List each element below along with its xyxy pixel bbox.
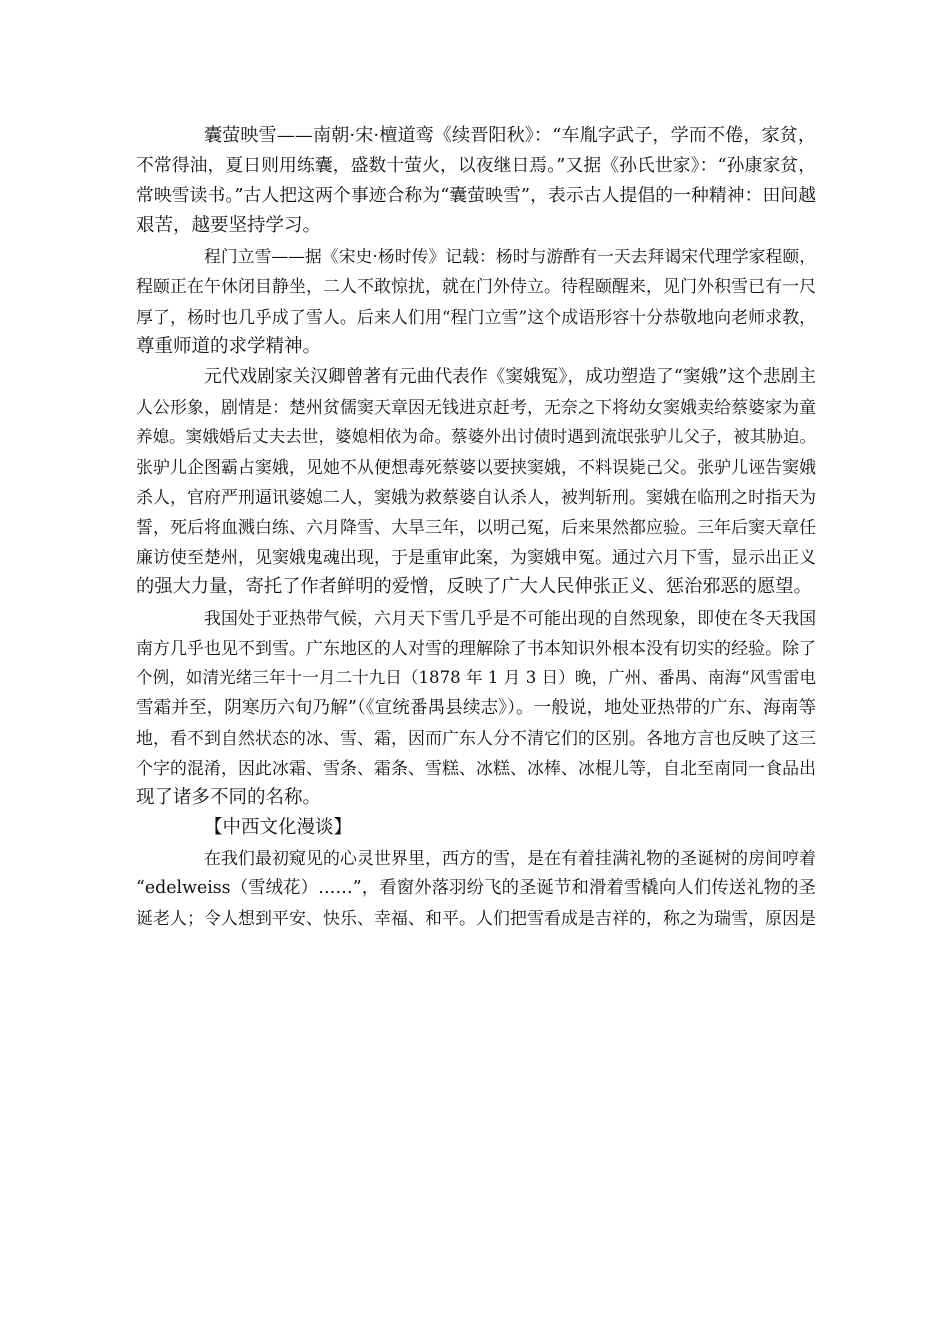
text-line: “edelweiss（雪绒花）……”，看窗外落羽纷飞的圣诞节和滑着雪橇向人们传送礼物的圣: [136, 878, 816, 899]
section-heading-culture-talk: [136, 813, 816, 843]
text-line: 艰苦，越要坚持学习。: [136, 215, 322, 237]
text-line: 诞老人；令人想到平安、快乐、幸福、和平。人们把雪看成是吉祥的，称之为瑞雪，原因是: [136, 908, 816, 929]
text-line: 程门立雪——据《宋史·杨时传》记载：杨时与游酢有一天去拜谒宋代理学家程颐，: [204, 246, 816, 267]
paragraph-nangying-yingxue: [136, 121, 816, 241]
text-line: 我国处于亚热带气候，六月天下雪几乎是不可能出现的自然现象，即使在冬天我国: [204, 607, 816, 628]
text-line: 雪霜并至，阴寒历六旬乃解”（《宣统番禺县续志》）。一般说，地处亚热带的广东、海南等: [136, 697, 816, 718]
text-line: 杀人，官府严刑逼讯婆媳二人，窦娥为救蔡婆自认杀人，被判斩刑。窦娥在临刑之时指天为: [136, 487, 816, 508]
text-line: 廉访使至楚州，见窦娥鬼魂出现，于是重审此案，为窦娥申冤。通过六月下雪，显示出正义: [136, 547, 816, 568]
section-heading: 【中西文化漫谈】: [204, 817, 353, 839]
paragraph-chengmen-lixue: [136, 241, 816, 361]
text-line: 元代戏剧家关汉卿曾著有元曲代表作《窦娥冤》，成功塑造了“窦娥”这个悲剧主: [204, 366, 816, 387]
text-line: 不常得油，夏日则用练囊，盛数十萤火，以夜继日焉。”又据《孙氏世家》：“孙康家贫，: [136, 155, 816, 177]
text-line: 个字的混淆，因此冰霜、雪条、霜条、雪糕、冰糕、冰棒、冰棍儿等，自北至南同一食品出: [136, 757, 816, 778]
text-line: 誓，死后将血溅白练、六月降雪、大旱三年，以明己冤，后来果然都应验。三年后窦天章任: [136, 517, 816, 538]
text-line: 在我们最初窥见的心灵世界里，西方的雪，是在有着挂满礼物的圣诞树的房间哼着: [204, 848, 816, 869]
text-line: 南方几乎也见不到雪。广东地区的人对雪的理解除了书本知识外根本没有切实的经验。除了: [136, 637, 816, 658]
text-line: 常映雪读书。”古人把这两个事迹合称为“囊萤映雪”，表示古人提倡的一种精神：田间越: [136, 185, 816, 207]
text-line: 尊重师道的求学精神。: [136, 335, 322, 357]
text-line: 厚了，杨时也几乎成了雪人。后来人们用“程门立雪”这个成语形容十分恭敬地向老师求教，: [136, 306, 816, 327]
text-line: 养媳。窦娥婚后丈夫去世，婆媳相依为命。蔡婆外出讨债时遇到流氓张驴儿父子，被其胁迫。: [136, 426, 816, 446]
paragraph-dou-e-yuan: [136, 362, 816, 603]
text-line: 人公形象，剧情是：楚州贫儒窦天章因无钱进京赶考，无奈之下将幼女窦娥卖给蔡婆家为童: [136, 396, 816, 417]
text-line: 程颐正在午休闭目静坐，二人不敢惊扰，就在门外侍立。待程颐醒来，见门外积雪已有一尺: [136, 276, 816, 297]
document-page: [136, 121, 816, 934]
text-line: 地，看不到自然状态的冰、雪、霜，因而广东人分不清它们的区别。各地方言也反映了这三: [136, 727, 816, 748]
text-line: 张驴儿企图霸占窦娥，见她不从便想毒死蔡婆以要挟窦娥，不料误毙己父。张驴儿诬告窦娥: [136, 457, 816, 478]
text-line: 现了诸多不同的名称。: [136, 787, 322, 809]
text-line: 的强大力量，寄托了作者鲜明的爱憎，反映了广大人民伸张正义、惩治邪恶的愿望。: [136, 576, 812, 598]
paragraph-subtropical-snow: [136, 603, 816, 814]
text-line: 囊萤映雪——南朝·宋·檀道鸾《续晋阳秋》：“车胤字武子，学而不倦，家贫，: [204, 125, 816, 146]
paragraph-western-snow: [136, 843, 816, 933]
text-line: 个例，如清光绪三年十一月二十九日（1878 年 1 月 3 日）晚，广州、番禺、南海“风雪雷电: [136, 667, 816, 687]
